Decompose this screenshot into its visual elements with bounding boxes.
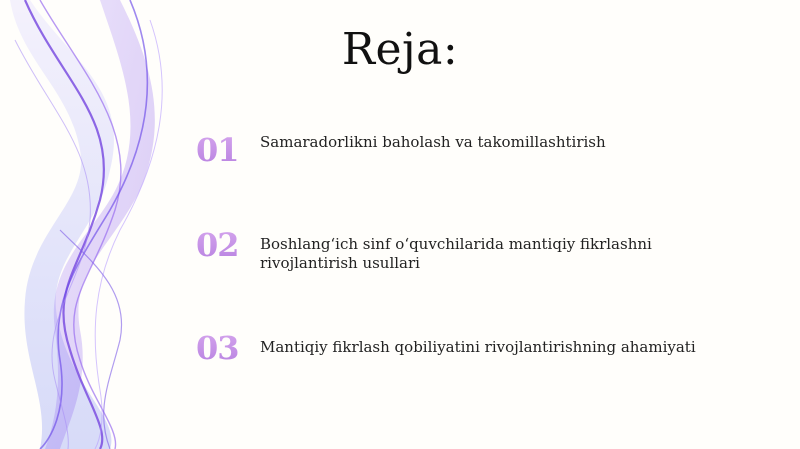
agenda-item-number: 03: [196, 328, 256, 368]
agenda-item-number: 02: [196, 225, 256, 265]
decorative-ribbon-graphic: [0, 0, 200, 449]
agenda-item-1: [196, 130, 756, 190]
agenda-item-text: Boshlang‘ich sinf o‘quvchilarida mantiqiy fikrlashni rivojlantirish usullari: [260, 235, 652, 272]
agenda-item-2: [196, 225, 756, 285]
agenda-item-3: [196, 328, 756, 388]
agenda-item-text: Samaradorlikni baholash va takomillashtirish: [260, 133, 606, 151]
slide-title: Reja:: [341, 24, 459, 75]
agenda-item-text: Mantiqiy fikrlash qobiliyatini rivojlantirishning ahamiyati: [260, 338, 696, 356]
agenda-item-number: 01: [196, 130, 256, 170]
